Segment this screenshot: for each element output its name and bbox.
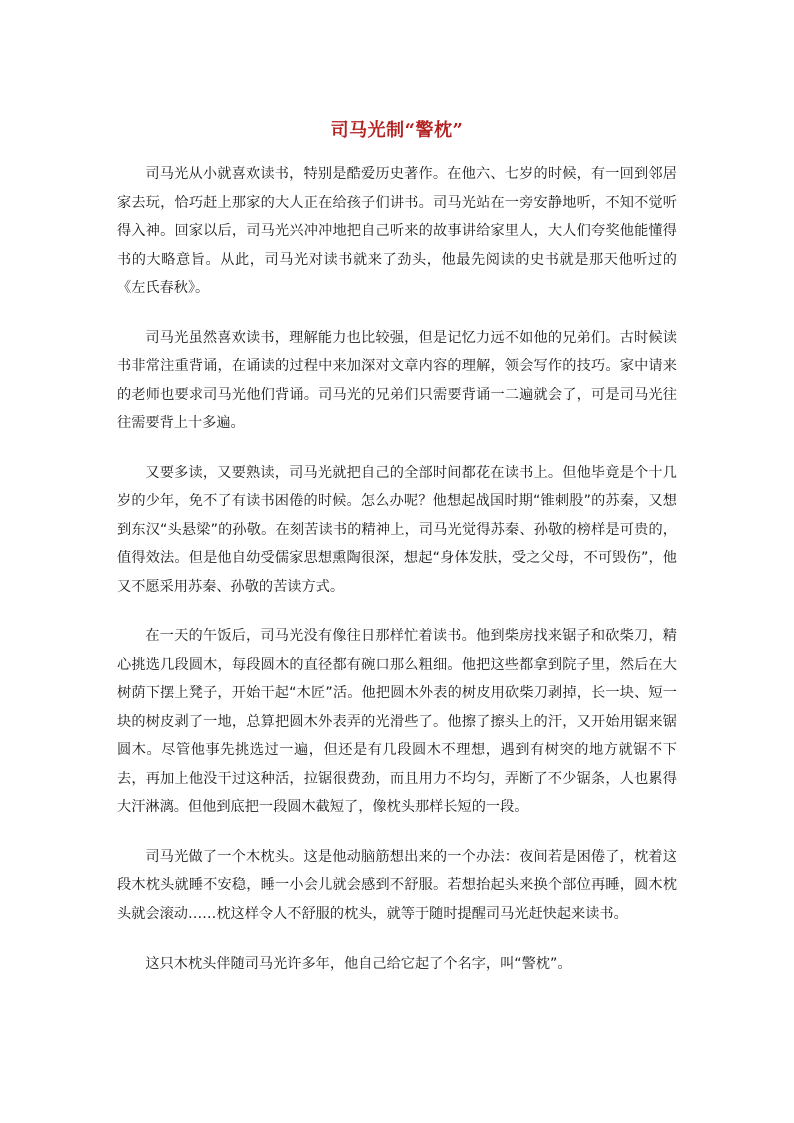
- document-title: 司马光制“警枕”: [330, 120, 464, 141]
- paragraph-3: 又要多读，又要熟读，司马光就把自己的全部时间都花在读书上。但他毕竟是个十几岁的少年，免不了有读书困倦的时候。怎么办呢？他想起战国时期“锥刺股”的苏秦，又想到东汉“头悬梁”的孙敬。在刻苦读书的精神上，司马光觉得苏秦、孙敬的榜样是可贵的，值得效法。但是他自幼受儒家思想熏陶很深，想起“身体发肤，受之父母，不可毁伤”，他又不愿采用苏秦、孙敬的苦读方式。: [117, 464, 677, 595]
- document-body: [117, 160, 677, 1000]
- paragraph-4: 在一天的午饭后，司马光没有像往日那样忙着读书。他到柴房找来锯子和砍柴刀，精心挑选几段圆木，每段圆木的直径都有碗口那么粗细。他把这些都拿到院子里，然后在大树荫下摆上凳子，开始干起“木匠”活。他把圆木外表的树皮用砍柴刀剥掉，长一块、短一块的树皮剥了一地，总算把圆木外表弄的光滑些了。他擦了擦头上的汗，又开始用锯来锯圆木。尽管他事先挑选过一遍，但还是有几段圆木不理想，遇到有树突的地方就锯不下去，再加上他没干过这种活，拉锯很费劲，而且用力不均匀，弄断了不少锯条，人也累得大汗淋漓。但他到底把一段圆木截短了，像枕头那样长短的一段。: [117, 628, 677, 815]
- paragraph-2: 司马光虽然喜欢读书，理解能力也比较强，但是记忆力远不如他的兄弟们。古时候读书非常注重背诵，在诵读的过程中来加深对文章内容的理解，领会写作的技巧。家中请来的老师也要求司马光他们背诵。司马光的兄弟们只需要背诵一二遍就会了，可是司马光往往需要背上十多遍。: [117, 329, 677, 431]
- paragraph-1: 司马光从小就喜欢读书，特别是酷爱历史著作。在他六、七岁的时候，有一回到邻居家去玩，恰巧赶上那家的大人正在给孩子们讲书。司马光站在一旁安静地听，不知不觉听得入神。回家以后，司马光兴冲冲地把自己听来的故事讲给家里人，大人们夸奖他能懂得书的大略意旨。从此，司马光对读书就来了劲头，他最先阅读的史书就是那天他听过的《左氏春秋》。: [117, 166, 677, 296]
- paragraph-5: 司马光做了一个木枕头。这是他动脑筋想出来的一个办法：夜间若是困倦了，枕着这段木枕头就睡不安稳，睡一小会儿就会感到不舒服。若想抬起头来换个部位再睡，圆木枕头就会滚动……枕这样令人不舒服的枕头，就等于随时提醒司马光赶快起来读书。: [117, 848, 677, 922]
- paragraph-6: 这只木枕头伴随司马光许多年，他自己给它起了个名字，叫“警枕”。: [145, 956, 572, 972]
